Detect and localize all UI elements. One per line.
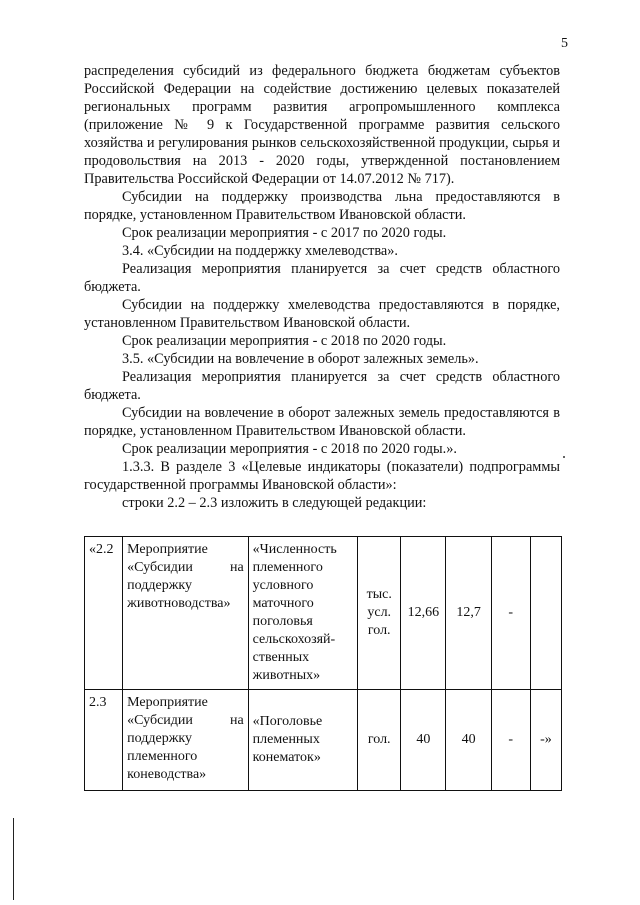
paragraph: распределения субсидий из федерального бюджета бюджетам субъектов Российской Федерации на содействие достижению целевых показателей региональных программ развития агропромышленного комплекса (приложение № 9 к Государственной программе развития сельского хозяйства и регулирования рынков сельскохозяйственной продукции, сырья и продовольствия на 2013 - 2020 годы, утвержденной постановлением Правительства Российской Федерации от 14.07.2012 № 717). xyxy=(84,63,560,187)
table-row xyxy=(85,690,562,791)
paragraph: Субсидии на поддержку производства льна предоставляются в порядке, установленном Правительством Ивановской области. xyxy=(84,189,560,223)
value-cell: - xyxy=(491,537,530,690)
paragraph: Срок реализации мероприятия - с 2018 по 2020 годы. xyxy=(122,333,447,349)
paragraph: Срок реализации мероприятия - с 2018 по 2020 годы.». xyxy=(122,441,457,457)
value-cell: 12,7 xyxy=(446,537,491,690)
paragraph: Субсидии на вовлечение в оборот залежных земель предоставляются в порядке, установленном Правительством Ивановской области. xyxy=(84,405,560,439)
indicator-cell: «Поголовье племенных конематок» xyxy=(248,690,357,791)
value-cell: 12,66 xyxy=(401,537,446,690)
paragraph: Реализация мероприятия планируется за счет средств областного бюджета. xyxy=(84,369,560,403)
value-cell: 40 xyxy=(401,690,446,791)
row-number-cell: «2.2 xyxy=(85,537,123,690)
paragraph: Реализация мероприятия планируется за счет средств областного бюджета. xyxy=(84,261,560,295)
table-row xyxy=(85,537,562,690)
value-cell: 40 xyxy=(446,690,491,791)
page-number: 5 xyxy=(561,36,568,51)
margin-line xyxy=(13,818,14,900)
section-heading: 3.5. «Субсидии на вовлечение в оборот залежных земель». xyxy=(122,351,479,367)
indicator-cell: «Численность племенного условного маточного поголовья сельскохозяй-ственных животных» xyxy=(248,537,357,690)
unit-cell: гол. xyxy=(358,690,401,791)
paragraph: 1.3.3. В разделе 3 «Целевые индикаторы (показатели) подпрограммы государственной программы Ивановской области»: xyxy=(84,459,560,493)
unit-cell: тыс. усл. гол. xyxy=(358,537,401,690)
event-cell: Мероприятие «Субсидии на поддержку животноводства» xyxy=(123,537,249,690)
document-body xyxy=(84,62,560,512)
row-number-cell: 2.3 xyxy=(85,690,123,791)
paragraph: Срок реализации мероприятия - с 2017 по 2020 годы. xyxy=(122,225,447,241)
section-heading: 3.4. «Субсидии на поддержку хмелеводства». xyxy=(122,243,398,259)
value-cell: -» xyxy=(530,690,561,791)
stray-dot xyxy=(563,456,565,458)
value-cell: - xyxy=(491,690,530,791)
value-cell xyxy=(530,537,561,690)
paragraph: строки 2.2 – 2.3 изложить в следующей редакции: xyxy=(122,495,427,511)
event-cell: Мероприятие «Субсидии на поддержку племенного коневодства» xyxy=(123,690,249,791)
paragraph: Субсидии на поддержку хмелеводства предоставляются в порядке, установленном Правительством Ивановской области. xyxy=(84,297,560,331)
indicators-table xyxy=(84,536,562,791)
